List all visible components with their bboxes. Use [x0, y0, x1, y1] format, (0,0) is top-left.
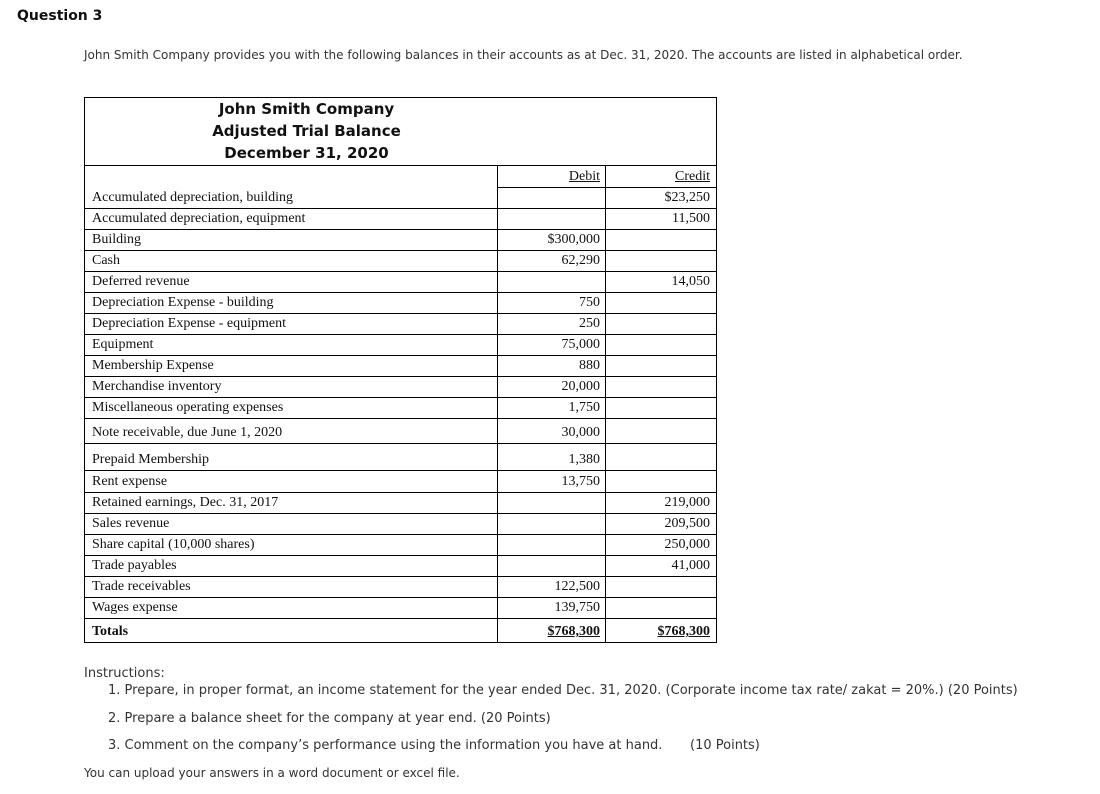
row-divider [85, 492, 716, 493]
table-row [85, 470, 716, 492]
debit-cell: 30,000 [561, 425, 600, 440]
debit-cell: 250 [579, 316, 600, 331]
table-subtitle: Adjusted Trial Balance [212, 122, 401, 140]
account-label: Accumulated depreciation, building [92, 190, 293, 205]
account-label: Wages expense [92, 600, 178, 615]
debit-cell: 20,000 [561, 379, 600, 394]
credit-cell: 11,500 [672, 211, 710, 226]
account-label: Sales revenue [92, 516, 170, 531]
table-row [85, 534, 716, 555]
instruction-step-1: 1. Prepare, in proper format, an income statement for the year ended Dec. 31, 2020. (Corporate income tax rate/ zakat = 20%.) (20 Points) [108, 683, 1018, 698]
account-label: Merchandise inventory [92, 379, 222, 394]
row-divider [85, 271, 716, 272]
row-divider [85, 618, 716, 619]
table-row [85, 418, 716, 443]
row-divider [85, 418, 716, 419]
row-divider [85, 313, 716, 314]
credit-cell: $23,250 [664, 190, 710, 205]
account-label: Note receivable, due June 1, 2020 [92, 425, 283, 440]
account-label: Depreciation Expense - equipment [92, 316, 286, 331]
table-row [85, 208, 716, 229]
table-row [85, 397, 716, 418]
account-label: Miscellaneous operating expenses [92, 400, 284, 415]
table-date: December 31, 2020 [224, 144, 389, 162]
row-divider [85, 334, 716, 335]
account-label: Prepaid Membership [92, 452, 210, 467]
instruction-step-3: 3. Comment on the company’s performance using the information you have at hand. [108, 738, 663, 753]
table-row [85, 292, 716, 313]
row-divider [498, 187, 716, 188]
credit-cell: 14,050 [671, 274, 710, 289]
table-row [85, 597, 716, 618]
company-name: John Smith Company [218, 100, 395, 118]
row-divider [85, 229, 716, 230]
row-divider [85, 208, 716, 209]
table-row [85, 271, 716, 292]
credit-cell: Credit [675, 169, 710, 184]
account-label: Equipment [92, 337, 154, 352]
account-label: Retained earnings, Dec. 31, 2017 [92, 495, 279, 510]
row-divider [85, 513, 716, 514]
row-divider [85, 292, 716, 293]
table-row [85, 513, 716, 534]
totals-row [85, 618, 716, 642]
row-divider [85, 534, 716, 535]
row-divider [85, 443, 716, 444]
credit-cell: 41,000 [671, 558, 710, 573]
debit-cell: 139,750 [554, 600, 600, 615]
credit-cell: 250,000 [664, 537, 710, 552]
account-label: Cash [92, 253, 120, 268]
debit-cell: 880 [579, 358, 600, 373]
account-label: Totals [92, 624, 129, 639]
intro-text: John Smith Company provides you with the following balances in their accounts as at Dec. 31, 2020. The accounts are listed in alphabetical order. [84, 48, 963, 62]
account-label: Trade receivables [92, 579, 191, 594]
debit-cell: 62,290 [561, 253, 600, 268]
instruction-step-3-points: (10 Points) [690, 738, 760, 753]
table-row [85, 376, 716, 397]
account-label: Trade payables [92, 558, 177, 573]
table-row [85, 187, 716, 208]
column-headers [85, 165, 716, 187]
debit-cell: Debit [568, 169, 600, 184]
debit-cell: 1,750 [568, 400, 600, 415]
table-row [85, 576, 716, 597]
table-row [85, 492, 716, 513]
row-divider [85, 597, 716, 598]
table-row [85, 555, 716, 576]
credit-cell: 209,500 [664, 516, 710, 531]
row-divider [85, 555, 716, 556]
account-label: Membership Expense [92, 358, 214, 373]
debit-cell: $300,000 [547, 232, 600, 247]
table-row [85, 443, 716, 470]
trial-balance-table [84, 97, 717, 643]
debit-cell: 1,380 [568, 452, 600, 467]
account-label: Rent expense [92, 474, 168, 489]
row-divider [85, 470, 716, 471]
instructions-heading: Instructions: [84, 666, 165, 681]
upload-note: You can upload your answers in a word document or excel file. [84, 766, 460, 780]
instruction-step-2: 2. Prepare a balance sheet for the company at year end. (20 Points) [108, 711, 551, 726]
table-row [85, 229, 716, 250]
table-row [85, 313, 716, 334]
table-row [85, 250, 716, 271]
credit-cell: $768,300 [657, 624, 710, 639]
debit-cell: $768,300 [547, 624, 600, 639]
table-header [85, 98, 716, 166]
table-row [85, 334, 716, 355]
debit-cell: 13,750 [561, 474, 600, 489]
row-divider [85, 376, 716, 377]
account-label: Deferred revenue [92, 274, 190, 289]
table-row [85, 355, 716, 376]
credit-cell: 219,000 [664, 495, 710, 510]
row-divider [85, 576, 716, 577]
row-divider [85, 397, 716, 398]
account-label: Share capital (10,000 shares) [92, 537, 255, 552]
account-label: Accumulated depreciation, equipment [92, 211, 306, 226]
debit-cell: 750 [579, 295, 600, 310]
account-label: Depreciation Expense - building [92, 295, 274, 310]
row-divider [85, 250, 716, 251]
row-divider [85, 355, 716, 356]
account-label: Building [92, 232, 142, 247]
debit-cell: 75,000 [561, 337, 600, 352]
question-title: Question 3 [17, 8, 103, 24]
debit-cell: 122,500 [554, 579, 600, 594]
